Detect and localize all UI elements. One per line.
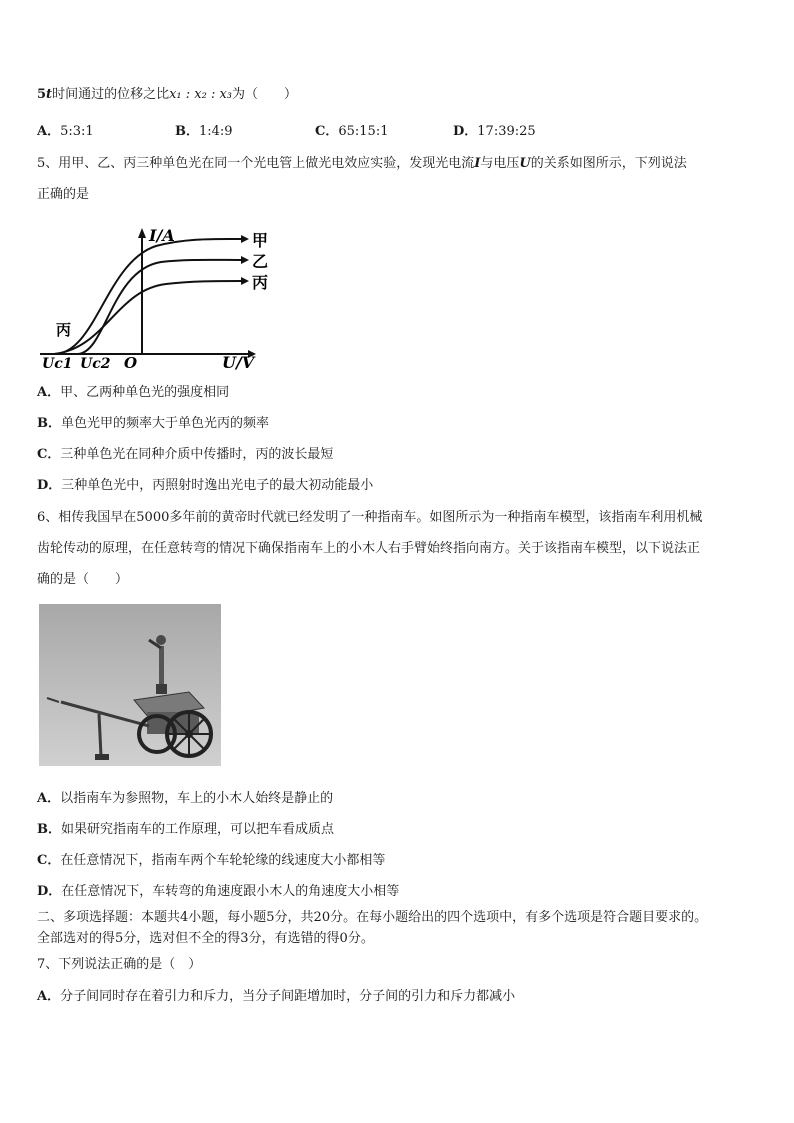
option-letter: C．: [315, 124, 339, 139]
q5-var-i: I: [474, 156, 481, 171]
y-axis-label: I/A: [149, 226, 175, 245]
section2-line2: 全部选对的得5分，选对但不全的得3分，有选错的得0分。: [37, 931, 374, 946]
q7-option-a[interactable]: [37, 988, 515, 1006]
option-text: 在任意情况下，指南车两个车轮轮缘的线速度大小都相等: [60, 853, 386, 868]
option-letter: D．: [37, 478, 62, 493]
option-letter: D．: [453, 124, 478, 139]
option-text: 三种单色光中，丙照射时逸出光电子的最大初动能最小: [61, 478, 374, 493]
option-text: 65:15:1: [338, 124, 389, 139]
q6-stem-line2: 齿轮传动的原理，在任意转弯的情况下确保指南车上的小木人右手臂始终指向南方。关于该指南车模型，以下说法正: [37, 541, 701, 556]
q6-stem-line1: 6、相传我国早在5000多年前的黄帝时代就已经发明了一种指南车。如图所示为一种指南车模型，该指南车利用机械: [37, 510, 703, 525]
q4-lead: 5: [37, 87, 47, 102]
curve-bing: [54, 281, 241, 354]
curve-label-yi: 乙: [252, 252, 269, 271]
q5-option-a[interactable]: [37, 384, 229, 402]
uc2-label: Uc2: [80, 356, 111, 370]
south-pointing-chariot-photo: [39, 604, 221, 766]
q5-option-c[interactable]: [37, 446, 333, 464]
option-letter: B．: [37, 416, 61, 431]
q6-option-b[interactable]: [37, 821, 334, 839]
curve-label-jia: 甲: [252, 231, 269, 250]
uc1-label: Uc1: [42, 356, 73, 370]
option-letter: A．: [37, 385, 61, 400]
option-text: 以指南车为参照物，车上的小木人始终是静止的: [60, 791, 334, 806]
q6-stem-line3: 确的是（ ）: [37, 572, 129, 587]
curve-label-bing: 丙: [252, 273, 269, 292]
q4-option-b[interactable]: [175, 123, 233, 141]
curve-jia: [54, 239, 241, 354]
q6-option-d[interactable]: [37, 883, 399, 901]
q4-option-c[interactable]: [315, 123, 388, 141]
option-text: 三种单色光在同种介质中传播时，丙的波长最短: [60, 447, 334, 462]
option-letter: A．: [37, 124, 61, 139]
q4-stem-line: [37, 86, 297, 104]
left-curve-label-bing: 丙: [56, 321, 72, 339]
q5-option-b[interactable]: [37, 415, 269, 433]
option-text: 单色光甲的频率大于单色光丙的频率: [61, 416, 270, 431]
curve-jia-arrow: [241, 235, 249, 243]
option-letter: D．: [37, 884, 62, 899]
q4-suffix: 为（ ）: [232, 87, 298, 102]
q5-text-1: 5、用甲、乙、丙三种单色光在同一个光电管上做光电效应实验，发现光电流: [37, 156, 475, 171]
q6-option-a[interactable]: [37, 790, 333, 808]
option-letter: C．: [37, 447, 61, 462]
option-text: 1:4:9: [199, 124, 233, 139]
section2-line1: 二、多项选择题：本题共4小题，每小题5分，共20分。在每小题给出的四个选项中，有多个选项是符合题目要求的。: [37, 910, 708, 925]
q6-option-c[interactable]: [37, 852, 385, 870]
option-letter: C．: [37, 853, 61, 868]
option-text: 5:3:1: [60, 124, 94, 139]
x-axis-label: U/V: [222, 353, 255, 370]
curve-bing-arrow: [241, 277, 249, 285]
q4-option-a[interactable]: [37, 123, 94, 141]
option-text: 甲、乙两种单色光的强度相同: [60, 385, 230, 400]
q4-text: 时间通过的位移之比: [52, 87, 170, 102]
q4-option-d[interactable]: [453, 123, 536, 141]
q5-stem-line2: 正确的是: [37, 187, 90, 202]
option-text: 分子间同时存在着引力和斥力，当分子间距增加时，分子间的引力和斥力都减小: [60, 989, 516, 1004]
q5-text-2: 与电压: [480, 156, 520, 171]
option-letter: B．: [175, 124, 199, 139]
option-letter: B．: [37, 822, 61, 837]
q5-var-u: U: [519, 156, 531, 171]
q5-text-3: 的关系如图所示，下列说法: [530, 156, 687, 171]
curve-yi-arrow: [241, 256, 249, 264]
q5-stem-line1: [37, 155, 687, 173]
q4-ratio: x₁ : x₂ : x₃: [169, 87, 232, 102]
origin-label: O: [124, 354, 138, 370]
option-text: 如果研究指南车的工作原理，可以把车看成质点: [61, 822, 335, 837]
photoelectric-iv-graph: [36, 222, 286, 370]
q4-var-t: t: [46, 87, 53, 102]
option-letter: A．: [37, 791, 61, 806]
y-axis-arrow: [138, 228, 146, 238]
option-text: 在任意情况下，车转弯的角速度跟小木人的角速度大小相等: [61, 884, 400, 899]
q5-option-d[interactable]: [37, 477, 373, 495]
option-letter: A．: [37, 989, 61, 1004]
q7-stem: 7、下列说法正确的是（ ）: [37, 957, 202, 972]
option-text: 17:39:25: [477, 124, 536, 139]
